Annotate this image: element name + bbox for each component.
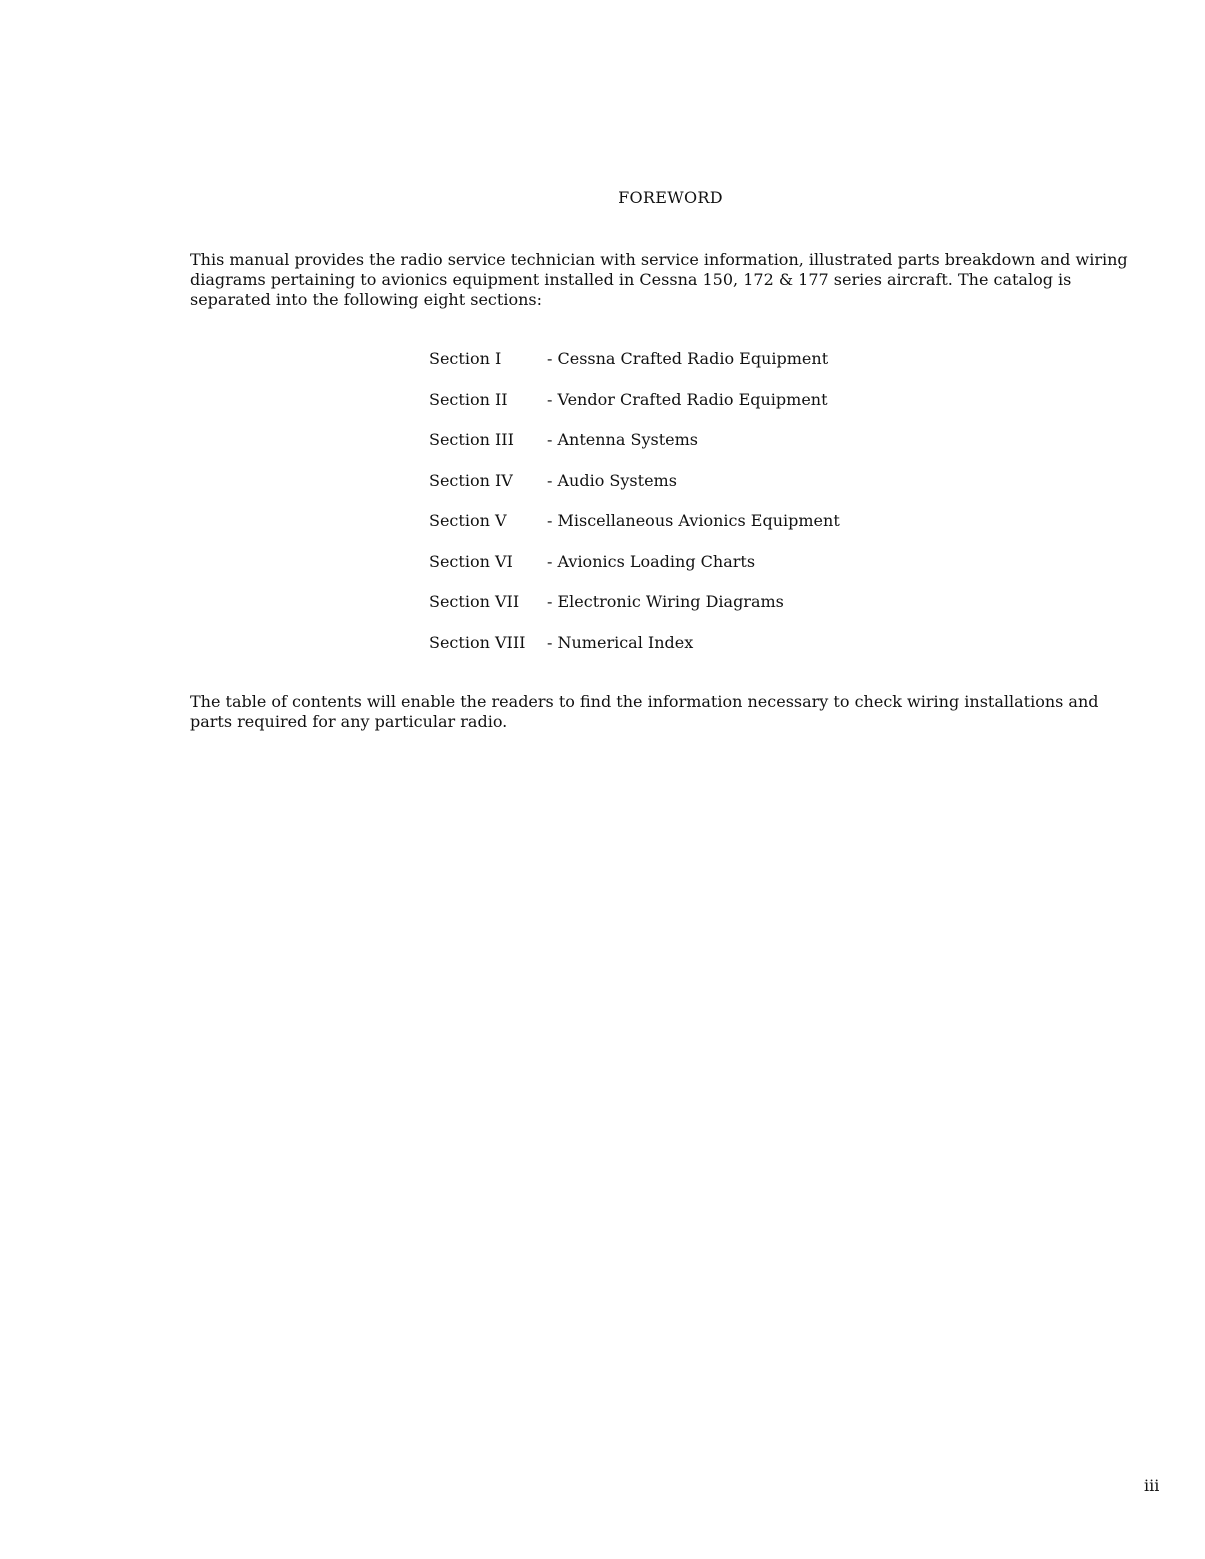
section-description: - Cessna Crafted Radio Equipment	[547, 349, 829, 368]
section-list-item	[429, 470, 840, 511]
section-list-item	[429, 632, 840, 673]
section-list-item	[429, 551, 840, 592]
section-name: Section VII	[429, 592, 520, 611]
intro-paragraph: This manual provides the radio service technician with service information, illustrated parts breakdown and wiring diagrams pertaining to avionics equipment installed in Cessna 150, 172 & 177 series aircraft. The catalog is separated into the following eight sections:	[190, 250, 1128, 309]
section-list-item	[429, 389, 840, 430]
section-list-item	[429, 510, 840, 551]
section-name: Section V	[429, 511, 507, 530]
section-description: - Miscellaneous Avionics Equipment	[547, 511, 840, 530]
section-name: Section VI	[429, 551, 513, 571]
section-name: Section VIII	[429, 632, 526, 652]
section-description: - Avionics Loading Charts	[547, 551, 756, 571]
section-name: Section I	[429, 349, 502, 368]
section-description: - Audio Systems	[547, 470, 677, 490]
section-description: - Antenna Systems	[547, 430, 698, 449]
closing-paragraph: The table of contents will enable the readers to find the information necessary to check wiring installations and parts required for any particular radio.	[190, 692, 1099, 731]
section-name: Section II	[429, 389, 508, 409]
section-name: Section III	[429, 430, 514, 449]
section-list-item	[429, 429, 840, 470]
section-list	[429, 348, 840, 672]
page-title: FOREWORD	[618, 188, 723, 207]
section-description: - Electronic Wiring Diagrams	[547, 592, 784, 611]
section-description: - Numerical Index	[547, 632, 694, 652]
section-description: - Vendor Crafted Radio Equipment	[547, 389, 828, 409]
page-number: iii	[1144, 1476, 1160, 1495]
section-name: Section IV	[429, 470, 513, 490]
section-list-item	[429, 591, 840, 632]
section-list-item	[429, 348, 840, 389]
